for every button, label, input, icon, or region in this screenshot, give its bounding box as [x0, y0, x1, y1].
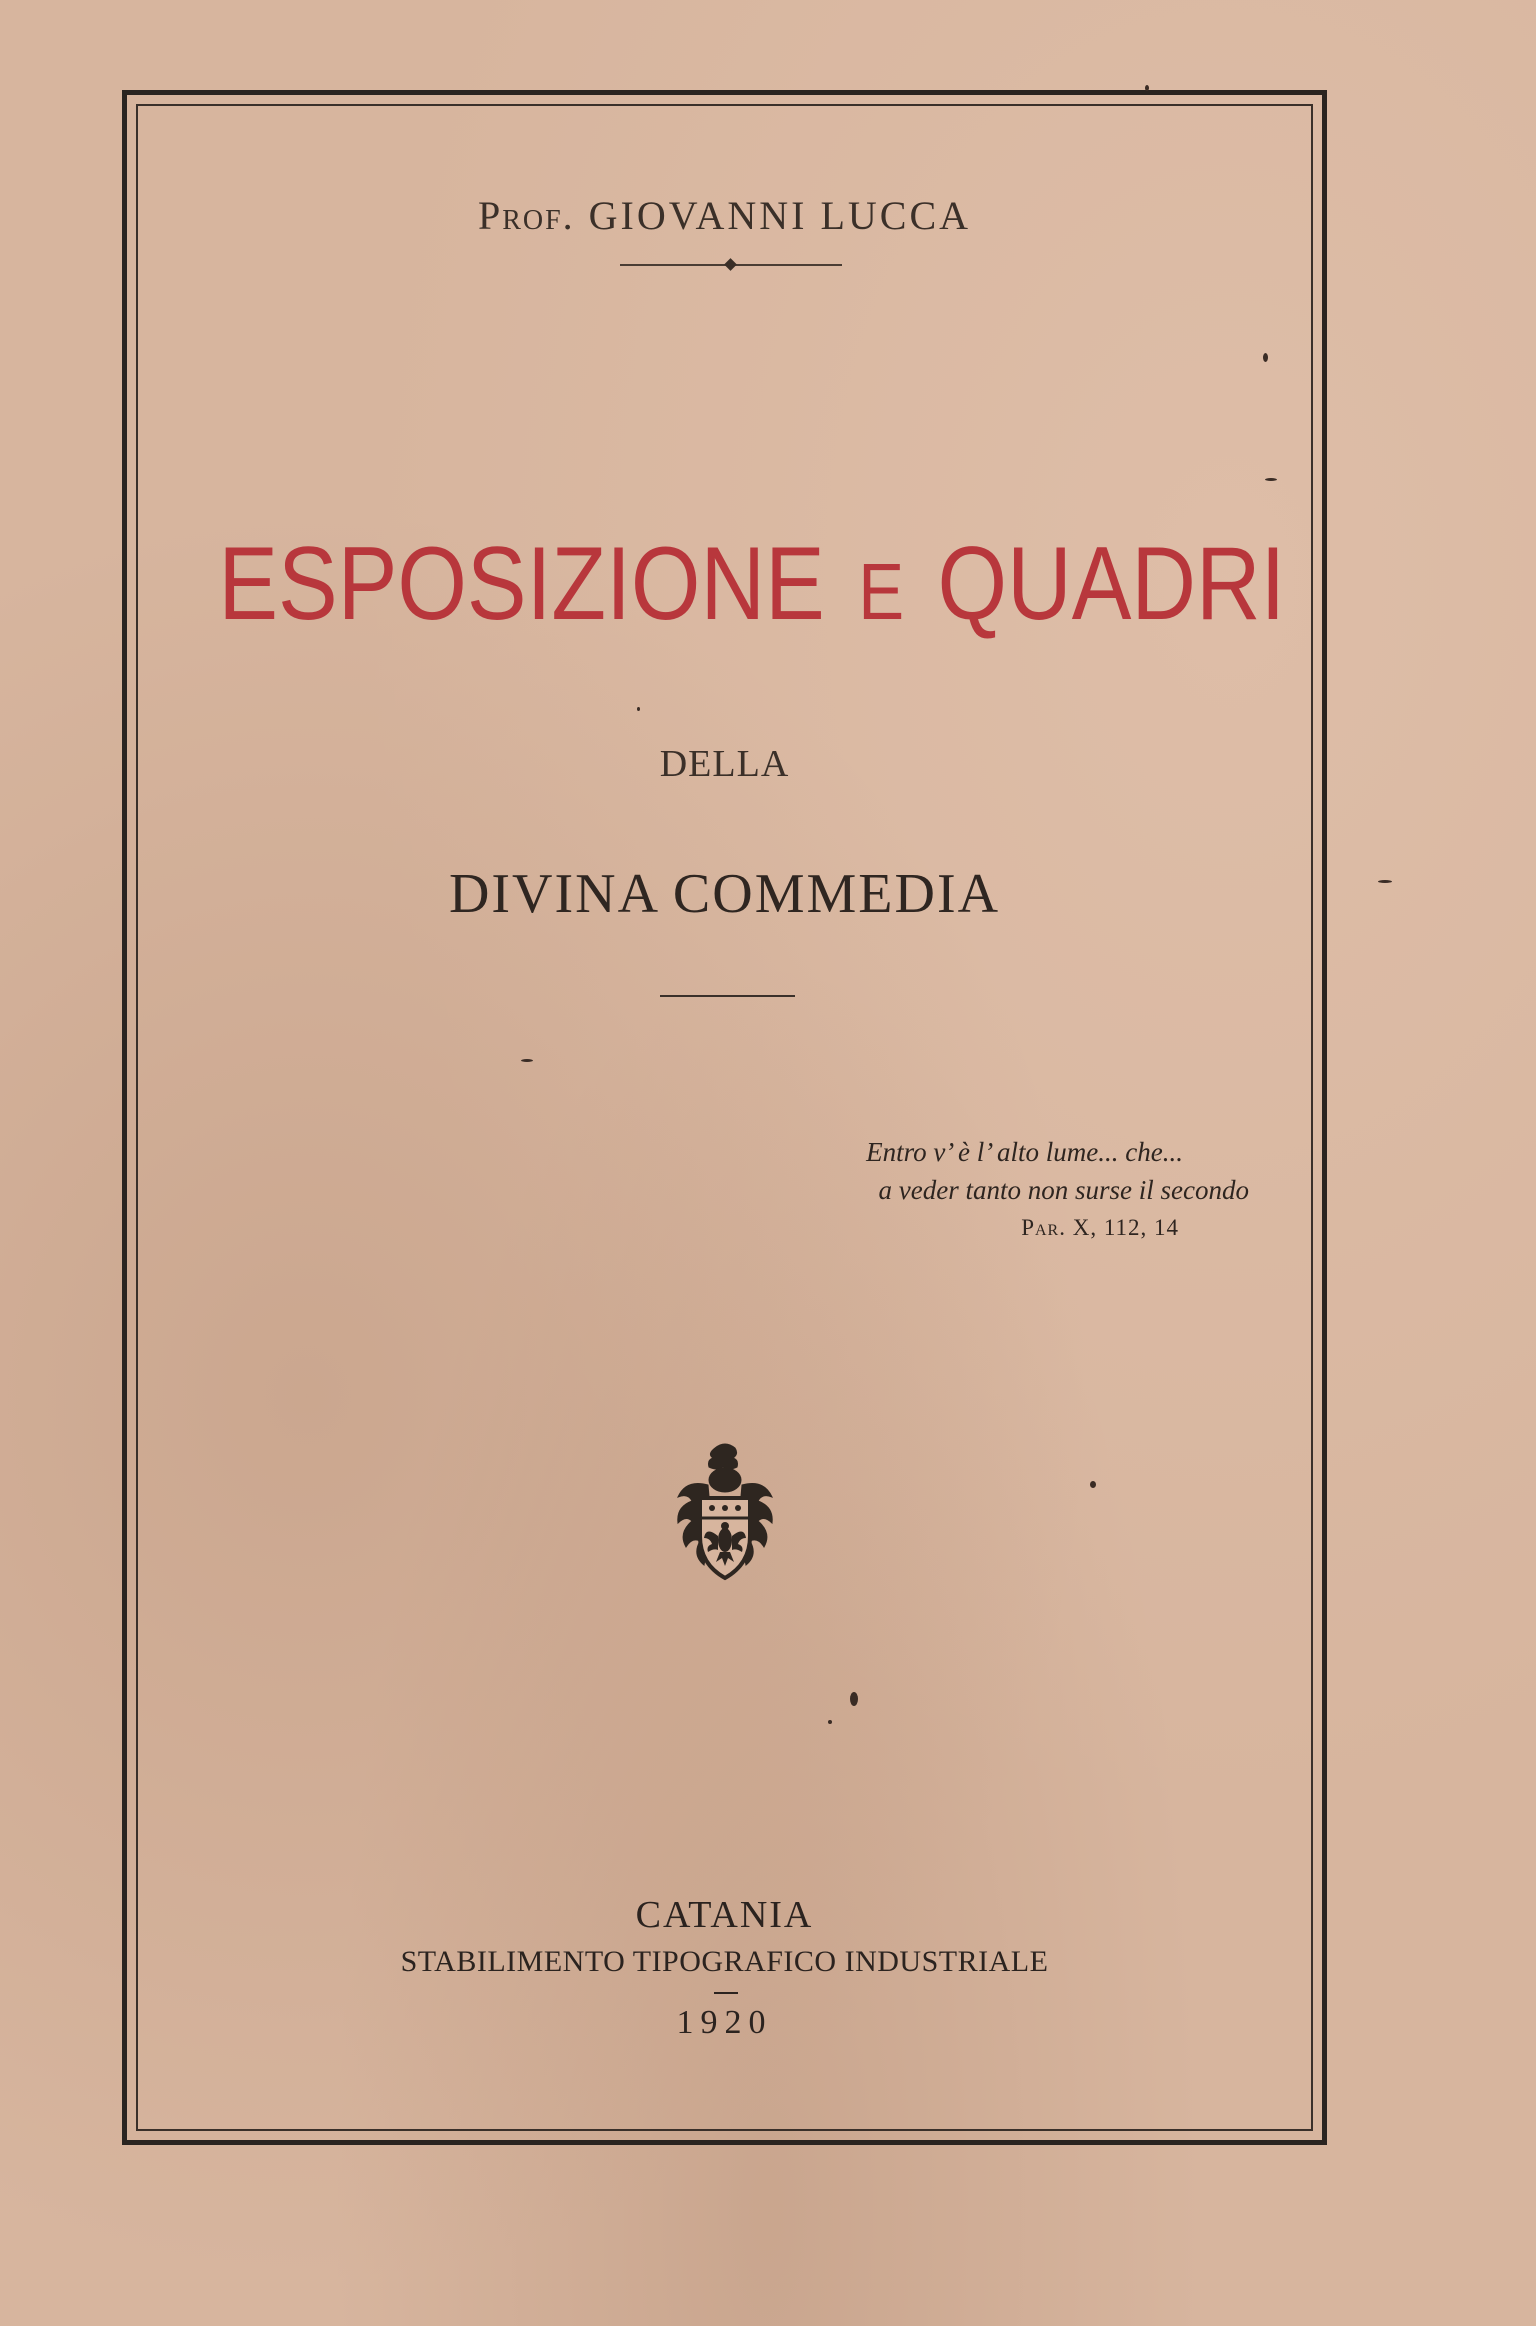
title-part1: ESPOSIZIONE: [218, 526, 825, 642]
title-part2: QUADRI: [937, 526, 1286, 642]
paper-speck: [1263, 353, 1268, 362]
epigraph-line-2: a veder tanto non surse il secondo: [878, 1175, 1249, 1205]
epigraph: [866, 1133, 1249, 1247]
heraldic-crest-icon: [660, 1440, 790, 1595]
inner-border: [136, 104, 1313, 2131]
epigraph-ref-numbers: X, 112, 14: [1072, 1215, 1179, 1240]
epigraph-line-1: Entro v’ è l’ alto lume... che...: [866, 1137, 1183, 1167]
main-title: [218, 525, 1286, 644]
paper-speck: [1090, 1481, 1096, 1488]
epigraph-ref-abbrev: Par.: [1021, 1215, 1066, 1240]
paper-speck: [637, 707, 640, 711]
subtitle: DIVINA COMMEDIA: [448, 863, 1001, 925]
divider-rule: [660, 995, 795, 997]
paper-speck: [828, 1720, 832, 1724]
paper-speck: [521, 1059, 533, 1062]
epigraph-reference: [866, 1209, 1179, 1247]
imprint-year: 1920: [676, 2004, 773, 2041]
author-name: GIOVANNI LUCCA: [588, 193, 972, 238]
paper-speck: [850, 1692, 858, 1706]
imprint-publisher: STABILIMENTO TIPOGRAFICO INDUSTRIALE: [400, 1945, 1049, 1978]
paper-speck: [1265, 478, 1277, 481]
paper-speck: [1378, 880, 1392, 883]
paper-speck: [1145, 85, 1149, 91]
imprint-rule: [714, 1992, 738, 1994]
author-prefix: Prof.: [477, 193, 575, 238]
imprint-city: CATANIA: [635, 1894, 814, 1936]
della-text: DELLA: [659, 743, 790, 785]
title-conjunction: E: [858, 547, 905, 636]
author-line: [136, 192, 1313, 239]
